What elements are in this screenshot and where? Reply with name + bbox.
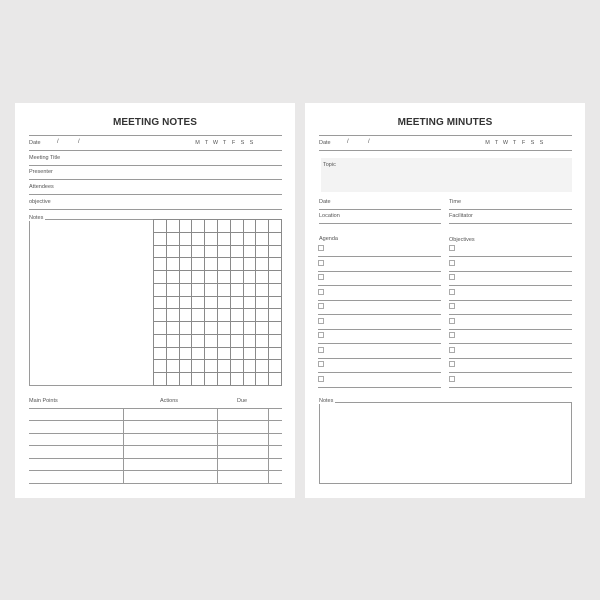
objective-item-checkbox[interactable] [449,245,455,251]
grid-cell [180,220,193,233]
meeting-notes-page [15,103,295,498]
weekday-mon[interactable]: M [485,140,490,146]
objective-item-line[interactable] [449,343,572,344]
weekday-wed[interactable]: W [212,140,219,146]
grid-cell [231,309,244,322]
grid-cell [244,297,257,310]
agenda-item-line[interactable] [318,387,441,388]
grid-cell [167,322,180,335]
grid-cell [180,348,193,361]
grid-cell [256,258,269,271]
date-field-line[interactable] [319,209,441,210]
grid-cell [256,220,269,233]
due-header: Due [237,398,248,404]
grid-cell [256,335,269,348]
grid-cell [154,309,167,322]
agenda-label: Agenda [319,236,338,242]
grid-cell [192,284,205,297]
grid-cell [244,220,257,233]
grid-cell [218,348,231,361]
grid-cell [192,271,205,284]
objective-item-line[interactable] [449,387,572,388]
weekday-thu[interactable]: T [512,140,517,146]
objective-item-line[interactable] [449,329,572,330]
agenda-item-line[interactable] [318,358,441,359]
grid-cell [244,258,257,271]
grid-cell [205,322,218,335]
grid-cell [218,373,231,386]
grid-cell [218,233,231,246]
grid-cell [269,258,282,271]
location-label: Location [319,213,340,219]
grid-cell [256,284,269,297]
grid-cell [180,258,193,271]
grid-cell [180,335,193,348]
objective-item-line[interactable] [449,285,572,286]
grid-cell [167,348,180,361]
grid-cell [218,284,231,297]
grid-cell [167,373,180,386]
grid-cell [231,335,244,348]
grid-cell [218,258,231,271]
grid-cell [192,348,205,361]
divider [319,135,572,136]
grid-cell [269,297,282,310]
agenda-item-checkbox[interactable] [318,332,324,338]
weekday-fri[interactable]: F [521,140,526,146]
weekday-tue[interactable]: T [494,140,499,146]
grid-cell [218,309,231,322]
grid-cell [218,297,231,310]
grid-cell [192,258,205,271]
date-line [319,150,572,151]
grid-cell [244,309,257,322]
agenda-item-checkbox[interactable] [318,289,324,295]
facilitator-label: Facilitator [449,213,473,219]
grid-cell [167,233,180,246]
meeting-title-line[interactable] [29,165,282,166]
grid-cell [167,271,180,284]
grid-cell [154,335,167,348]
table-row-line [29,470,282,471]
grid-cell [180,284,193,297]
grid-cell [205,335,218,348]
grid-cell [205,258,218,271]
grid-cell [231,220,244,233]
grid-cell [167,309,180,322]
grid-cell [180,373,193,386]
weekday-wed[interactable]: W [502,140,509,146]
date-field-label: Date [319,199,331,205]
agenda-item-checkbox[interactable] [318,347,324,353]
weekday-sat[interactable]: S [530,140,535,146]
grid-cell [218,246,231,259]
objective-item-line[interactable] [449,256,572,257]
grid-cell [154,246,167,259]
weekday-selector[interactable] [193,140,256,146]
grid-cell [154,284,167,297]
table-row-line [29,408,282,409]
date-line [29,150,282,151]
grid-cell [244,360,257,373]
weekday-selector[interactable] [483,140,546,146]
grid-cell [154,322,167,335]
grid-cell [231,258,244,271]
date-separator: / [78,139,80,145]
objective-label: objective [29,199,51,205]
grid-cell [244,322,257,335]
grid-cell [256,348,269,361]
agenda-item-line[interactable] [318,285,441,286]
grid-cell [269,335,282,348]
location-line[interactable] [319,223,441,224]
date-separator: / [347,139,349,145]
grid-cell [269,322,282,335]
agenda-item-line[interactable] [318,314,441,315]
grid-cell [192,360,205,373]
grid-cell [269,284,282,297]
grid-cell [244,233,257,246]
grid-cell [167,360,180,373]
agenda-item-checkbox[interactable] [318,260,324,266]
grid-cell [218,335,231,348]
page-title: MEETING MINUTES [397,117,493,128]
main-points-header: Main Points [29,398,58,404]
notes-label: Notes [29,215,44,221]
grid-cell [167,246,180,259]
grid-cell [180,297,193,310]
grid-cell [180,233,193,246]
objective-item-checkbox[interactable] [449,303,455,309]
table-row-line [29,483,282,484]
grid-cell [269,271,282,284]
grid-cell [231,284,244,297]
agenda-item-checkbox[interactable] [318,274,324,280]
grid-cell [154,271,167,284]
table-row-line [29,433,282,434]
attendees-label: Attendees [29,184,54,190]
grid-cell [205,284,218,297]
grid-cell [154,297,167,310]
topic-box[interactable] [321,158,572,192]
grid-cell [269,348,282,361]
grid-cell [231,373,244,386]
page-title: MEETING NOTES [112,117,198,128]
grid-cell [218,360,231,373]
agenda-item-line[interactable] [318,329,441,330]
weekday-mon[interactable]: M [195,140,200,146]
table-column-divider [268,408,269,483]
grid-cell [192,309,205,322]
grid-cell [269,246,282,259]
agenda-item-line[interactable] [318,300,441,301]
grid-cell [205,348,218,361]
grid-cell [205,271,218,284]
grid-cell [205,233,218,246]
grid-cell [180,322,193,335]
agenda-item-checkbox[interactable] [318,318,324,324]
grid-cell [231,233,244,246]
grid-cell [205,220,218,233]
weekday-sat[interactable]: S [240,140,245,146]
grid-cell [192,335,205,348]
objective-item-checkbox[interactable] [449,332,455,338]
grid-cell [192,220,205,233]
grid-cell [269,373,282,386]
grid-cell [231,271,244,284]
agenda-item-checkbox[interactable] [318,376,324,382]
notes-label: Notes [319,398,334,404]
objective-item-line[interactable] [449,271,572,272]
grid-cell [167,220,180,233]
objective-item-checkbox[interactable] [449,376,455,382]
grid-cell [192,322,205,335]
presenter-label: Presenter [29,169,53,175]
grid-cell [192,373,205,386]
agenda-item-checkbox[interactable] [318,303,324,309]
grid-cell [256,233,269,246]
objective-item-checkbox[interactable] [449,274,455,280]
grid-cell [180,271,193,284]
date-separator: / [368,139,370,145]
grid-cell [269,233,282,246]
facilitator-line[interactable] [449,223,572,224]
grid-cell [192,233,205,246]
topic-label: Topic [323,162,336,168]
objective-item-checkbox[interactable] [449,347,455,353]
agenda-item-line[interactable] [318,271,441,272]
grid-cell [244,335,257,348]
grid-cell [205,360,218,373]
grid-cell [154,258,167,271]
meeting-minutes-page [305,103,585,498]
objective-item-checkbox[interactable] [449,318,455,324]
grid-cell [256,322,269,335]
grid-cell [205,297,218,310]
grid-cell [180,360,193,373]
notes-box[interactable] [319,402,572,484]
weekday-sun[interactable]: S [249,140,254,146]
presenter-line[interactable] [29,179,282,180]
date-label: Date [29,140,41,146]
weekday-tue[interactable]: T [204,140,209,146]
date-separator: / [57,139,59,145]
grid-cell [192,297,205,310]
grid-cell [154,220,167,233]
grid-cell [154,348,167,361]
date-label: Date [319,140,331,146]
objective-item-checkbox[interactable] [449,289,455,295]
grid-cell [205,246,218,259]
actions-header: Actions [160,398,179,404]
objective-item-line[interactable] [449,300,572,301]
grid-cell [244,373,257,386]
time-line[interactable] [449,209,572,210]
grid-cell [256,246,269,259]
grid-cell [218,220,231,233]
attendees-line[interactable] [29,194,282,195]
table-row-line [29,458,282,459]
grid-cell [167,258,180,271]
meeting-title-label: Meeting Title [29,155,61,161]
objectives-label: Objectives [449,237,475,243]
grid-paper[interactable] [153,219,282,386]
table-column-divider [123,408,124,483]
objective-item-line[interactable] [449,358,572,359]
grid-cell [218,322,231,335]
time-label: Time [449,199,462,205]
weekday-fri[interactable]: F [231,140,236,146]
grid-cell [167,284,180,297]
agenda-item-checkbox[interactable] [318,361,324,367]
objective-item-checkbox[interactable] [449,361,455,367]
weekday-thu[interactable]: T [222,140,227,146]
grid-cell [269,360,282,373]
table-row-line [29,420,282,421]
grid-cell [218,271,231,284]
grid-cell [244,271,257,284]
objective-item-line[interactable] [449,314,572,315]
grid-cell [231,246,244,259]
grid-cell [256,309,269,322]
objective-item-checkbox[interactable] [449,260,455,266]
objective-item-line[interactable] [449,372,572,373]
objective-line[interactable] [29,209,282,210]
grid-cell [192,246,205,259]
grid-cell [167,335,180,348]
grid-cell [256,271,269,284]
grid-cell [269,220,282,233]
grid-cell [231,297,244,310]
grid-cell [269,309,282,322]
grid-cell [180,309,193,322]
grid-cell [244,246,257,259]
grid-cell [167,297,180,310]
grid-cell [205,373,218,386]
grid-cell [154,360,167,373]
divider [29,135,282,136]
grid-cell [256,360,269,373]
grid-cell [244,284,257,297]
agenda-item-checkbox[interactable] [318,245,324,251]
agenda-item-line[interactable] [318,372,441,373]
grid-cell [256,297,269,310]
grid-cell [154,373,167,386]
weekday-sun[interactable]: S [539,140,544,146]
grid-cell [244,348,257,361]
grid-cell [256,373,269,386]
grid-cell [231,322,244,335]
agenda-item-line[interactable] [318,343,441,344]
grid-cell [205,309,218,322]
grid-cell [154,233,167,246]
grid-cell [231,348,244,361]
grid-cell [180,246,193,259]
table-row-line [29,445,282,446]
grid-cell [231,360,244,373]
table-column-divider [217,408,218,483]
agenda-item-line[interactable] [318,256,441,257]
